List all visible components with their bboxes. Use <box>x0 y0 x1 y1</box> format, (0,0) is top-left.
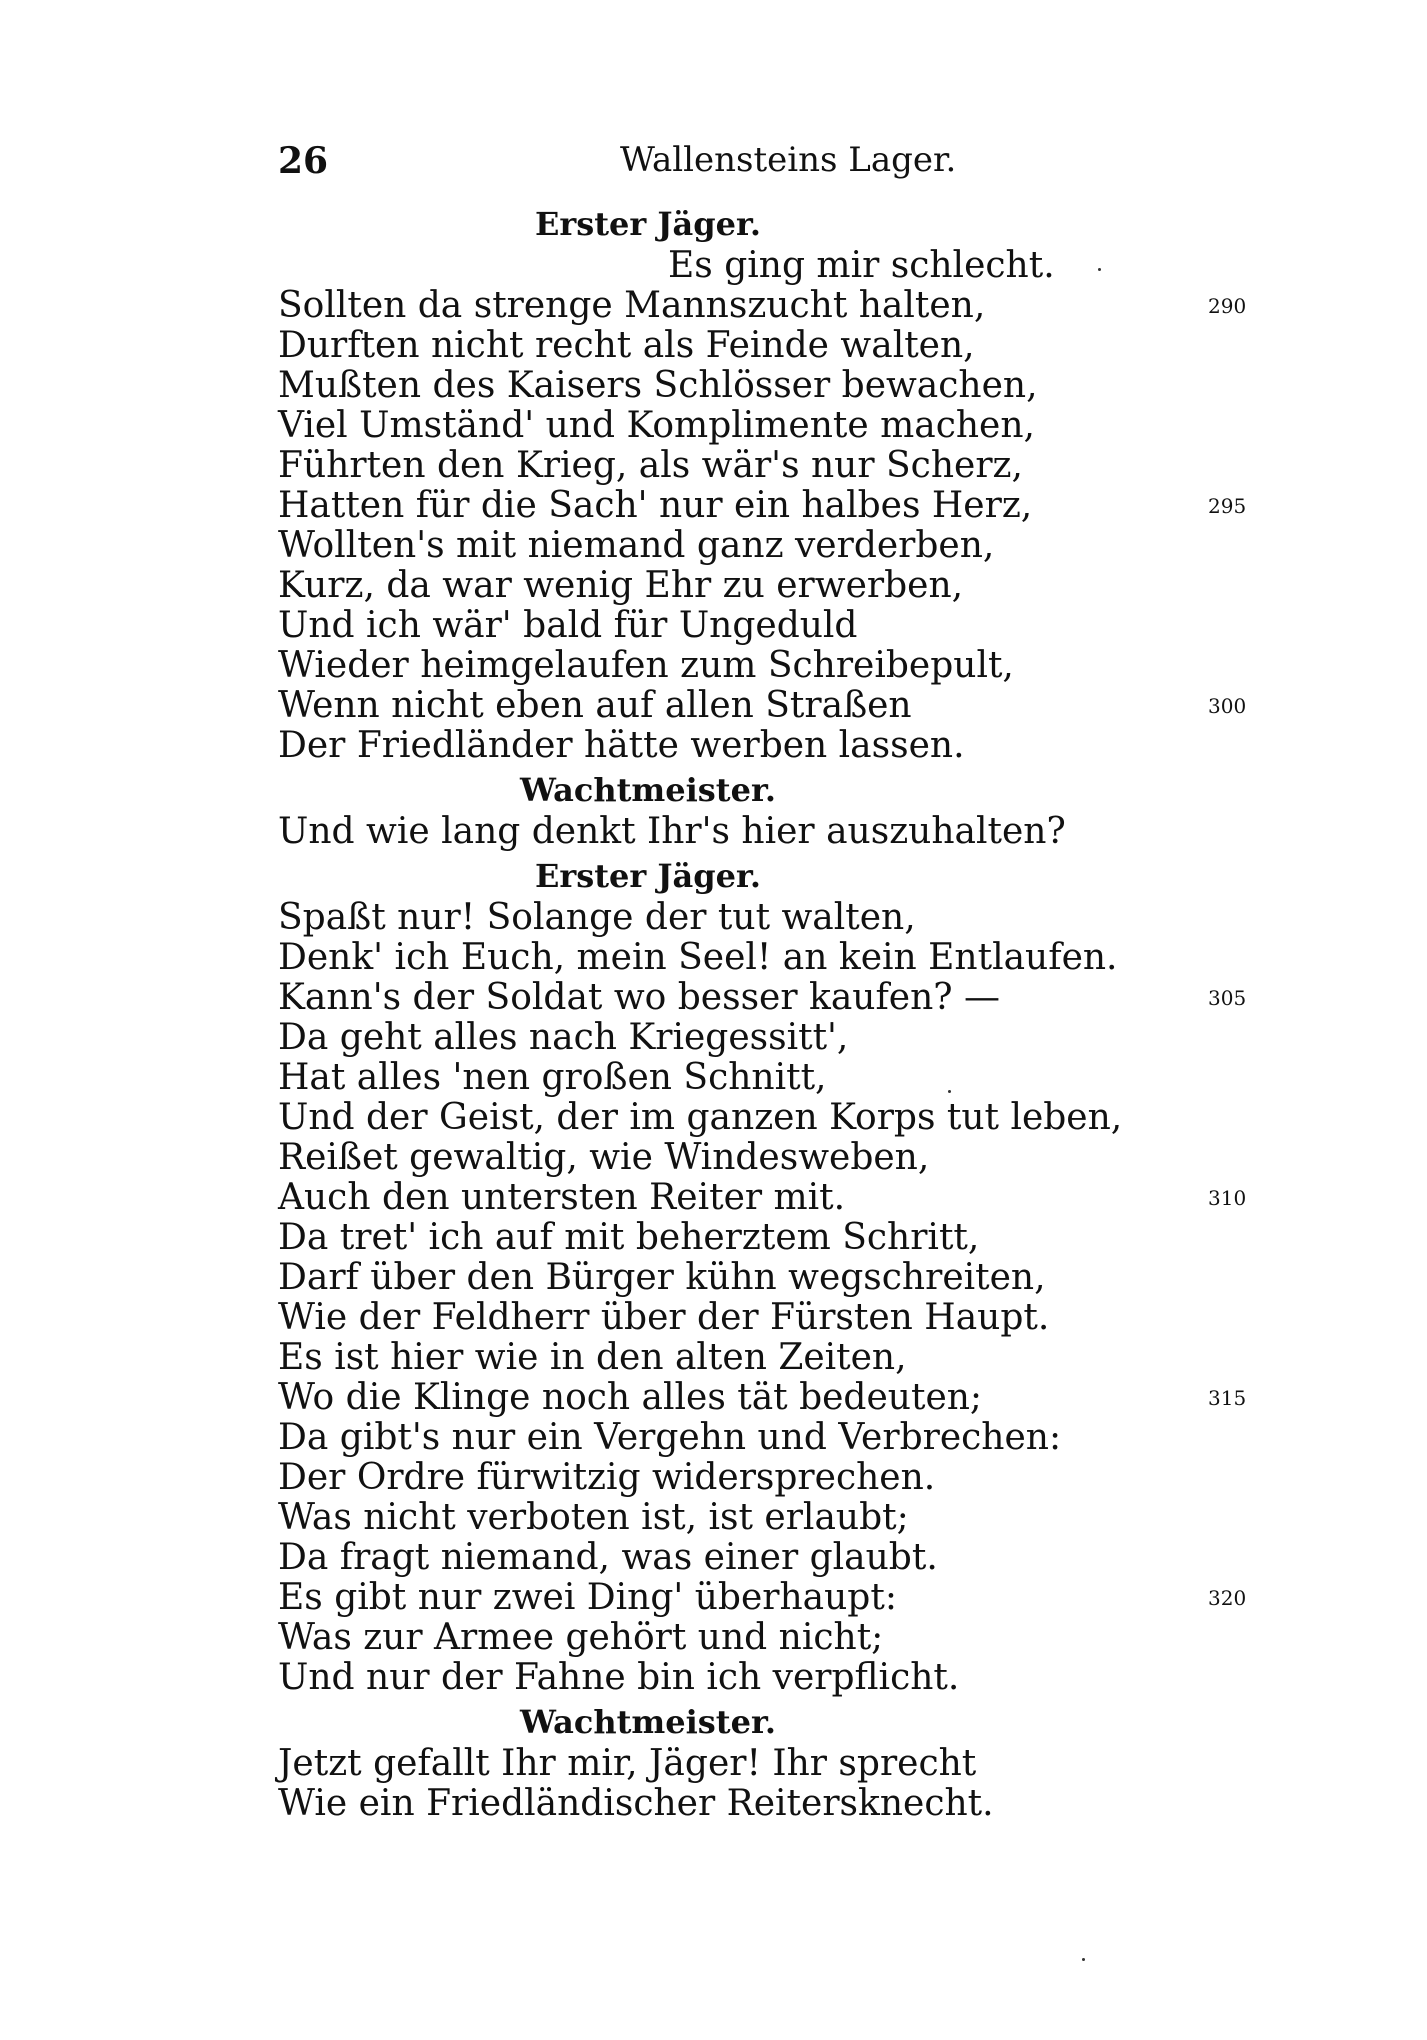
verse-text-line: Und wie lang denkt Ihr's hier auszuhalten? <box>278 811 1066 852</box>
verse-line <box>278 606 1278 646</box>
verse-line <box>278 1058 1278 1098</box>
print-speck <box>1082 1958 1085 1961</box>
verse-text-line: Jetzt gefallt Ihr mir, Jäger! Ihr sprecht <box>278 1743 977 1784</box>
line-number: 305 <box>1208 986 1247 1010</box>
verse-text-line: Wenn nicht eben auf allen Straßen <box>278 685 912 726</box>
line-number: 290 <box>1208 294 1247 318</box>
verse-line <box>278 526 1278 566</box>
verse-line <box>278 978 1278 1018</box>
verse-text <box>278 200 1278 1824</box>
verse-text-line: Kurz, da war wenig Ehr zu erwerben, <box>278 565 964 606</box>
verse-line <box>278 898 1278 938</box>
verse-text-line: Wieder heimgelaufen zum Schreibepult, <box>278 645 1014 686</box>
print-speck <box>948 1090 951 1093</box>
verse-line <box>278 1578 1278 1618</box>
running-title: Wallensteins Lager. <box>620 140 957 180</box>
verse-text-line: Wie der Feldherr über der Fürsten Haupt. <box>278 1297 1050 1338</box>
verse-text-line: Was nicht verboten ist, ist erlaubt; <box>278 1497 909 1538</box>
verse-text-line: Da fragt niemand, was einer glaubt. <box>278 1537 938 1578</box>
verse-text-line: Wie ein Friedländischer Reitersknecht. <box>278 1783 994 1824</box>
line-number: 295 <box>1208 494 1247 518</box>
verse-text-line: Viel Umständ' und Komplimente machen, <box>278 405 1035 446</box>
verse-text-line: Spaßt nur! Solange der tut walten, <box>278 897 916 938</box>
verse-line <box>278 646 1278 686</box>
line-number: 310 <box>1208 1186 1247 1210</box>
verse-text-line: Sollten da strenge Mannszucht halten, <box>278 285 986 326</box>
verse-line <box>278 686 1278 726</box>
line-number: 300 <box>1208 694 1247 718</box>
verse-line <box>278 1258 1278 1298</box>
verse-text-line: Da gibt's nur ein Vergehn und Verbrechen: <box>278 1417 1062 1458</box>
verse-line <box>278 486 1278 526</box>
page-header <box>278 140 957 190</box>
verse-text-line: Und ich wär' bald für Ungeduld <box>278 605 858 646</box>
verse-text-line: Der Ordre fürwitzig widersprechen. <box>278 1457 936 1498</box>
verse-line <box>278 326 1278 366</box>
verse-text-line: Kann's der Soldat wo besser kaufen? — <box>278 977 1001 1018</box>
verse-line <box>278 446 1278 486</box>
verse-line <box>278 938 1278 978</box>
verse-line <box>278 1498 1278 1538</box>
verse-line <box>278 1178 1278 1218</box>
verse-line <box>278 1658 1278 1698</box>
verse-line <box>278 1098 1278 1138</box>
verse-text-line: Hatten für die Sach' nur ein halbes Herz, <box>278 485 1033 526</box>
verse-line <box>278 566 1278 606</box>
verse-text-line: Es ist hier wie in den alten Zeiten, <box>278 1337 907 1378</box>
verse-text-line: Und der Geist, der im ganzen Korps tut leben, <box>278 1097 1123 1138</box>
page-number: 26 <box>278 140 329 182</box>
verse-text-line: Wollten's mit niemand ganz verderben, <box>278 525 995 566</box>
verse-line <box>278 812 1278 852</box>
verse-text-line: Führten den Krieg, als wär's nur Scherz, <box>278 445 1023 486</box>
verse-line <box>278 1538 1278 1578</box>
verse-text-line: Hat alles 'nen großen Schnitt, <box>278 1057 827 1098</box>
speaker-name: Erster Jäger. <box>534 205 762 243</box>
verse-text-line: Wo die Klinge noch alles tät bedeuten; <box>278 1377 983 1418</box>
verse-line <box>278 1138 1278 1178</box>
verse-text-line: Und nur der Fahne bin ich verpflicht. <box>278 1657 960 1698</box>
verse-line <box>278 406 1278 446</box>
verse-text-line: Es gibt nur zwei Ding' überhaupt: <box>278 1577 897 1618</box>
verse-line <box>278 1298 1278 1338</box>
verse-text-line: Denk' ich Euch, mein Seel! an kein Entlaufen. <box>278 937 1118 978</box>
verse-text-line: Was zur Armee gehört und nicht; <box>278 1617 884 1658</box>
speaker-name: Wachtmeister. <box>519 1703 776 1741</box>
verse-line <box>278 246 1427 286</box>
verse-line <box>278 1378 1278 1418</box>
line-number: 315 <box>1208 1386 1247 1410</box>
verse-line <box>278 1218 1278 1258</box>
verse-text-line: Mußten des Kaisers Schlösser bewachen, <box>278 365 1038 406</box>
verse-text-line: Da tret' ich auf mit beherztem Schritt, <box>278 1217 980 1258</box>
verse-line <box>278 1744 1278 1784</box>
speaker-name: Erster Jäger. <box>534 857 762 895</box>
verse-line <box>278 366 1278 406</box>
verse-line <box>278 726 1278 766</box>
verse-line <box>278 1784 1278 1824</box>
verse-line <box>278 1338 1278 1378</box>
verse-text-line: Es ging mir schlecht. <box>668 245 1055 286</box>
verse-line <box>278 286 1278 326</box>
speaker-name: Wachtmeister. <box>519 771 776 809</box>
verse-text-line: Darf über den Bürger kühn wegschreiten, <box>278 1257 1046 1298</box>
verse-line <box>278 1418 1278 1458</box>
verse-text-line: Durften nicht recht als Feinde walten, <box>278 325 975 366</box>
print-speck <box>1098 268 1101 271</box>
line-number: 320 <box>1208 1586 1247 1610</box>
verse-text-line: Reißet gewaltig, wie Windesweben, <box>278 1137 930 1178</box>
verse-text-line: Der Friedländer hätte werben lassen. <box>278 725 965 766</box>
verse-line <box>278 1458 1278 1498</box>
verse-text-line: Da geht alles nach Kriegessitt', <box>278 1017 849 1058</box>
verse-line <box>278 1618 1278 1658</box>
verse-text-line: Auch den untersten Reiter mit. <box>278 1177 846 1218</box>
verse-line <box>278 1018 1278 1058</box>
